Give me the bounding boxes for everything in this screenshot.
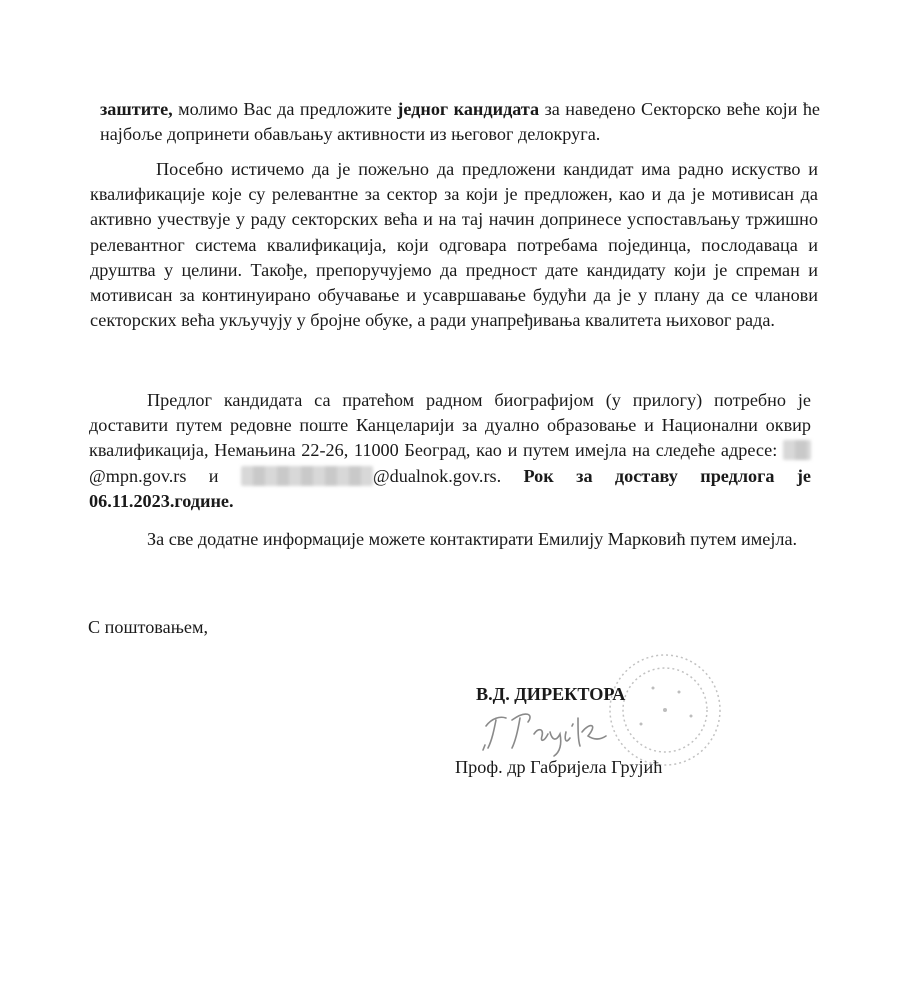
deadline-text: Рок за доставу предлога је 06.11.2023.године. (89, 465, 811, 511)
request-text-2: за наведено Секторско веће који ће најбоље допринети обављању активности из његовог делокруга. (100, 99, 820, 145)
signatory-title: В.Д. ДИРЕКТОРА (476, 684, 626, 704)
conjunction-text: и (186, 465, 241, 486)
closing-salutation: С поштовањем, (88, 617, 209, 637)
redacted-email-1 (783, 440, 811, 460)
paragraph-request (100, 97, 820, 147)
request-text-1: молимо Вас да предложите (172, 99, 398, 119)
paragraph-submission (89, 388, 811, 514)
paragraph-contact: За све додатне информације можете контактирати Емилију Марковић путем имејла. (147, 529, 798, 549)
submission-text: Предлог кандидата са пратећом радном биографијом (у прилогу) потребно је доставити путем редовне поште Канцеларији за дуално образовање и Национални оквир квалификација, Немањина 22-26, 11000 Београд, као и путем имејла на следеће адресе: (89, 390, 811, 461)
handwritten-signature (478, 698, 628, 758)
paragraph-emphasis: Посебно истичемо да је пожељно да предложени кандидат има радно искуство и квалификације које су релевантне за сектор за који је предложен, као и да је мотивисан да активно учествује у раду секторских већа и на тај начин допринесе успостављању тржишно релевантног система квалификација, који одговара потребама појединца, послодаваца и друштва у целини. Такође, препоручујемо да предност дате кандидату који је спреман и мотивисан за континуирано обучавање и усавршавање будући да је у плану да се чланови секторских већа укључују у бројне обуке, а ради унапређивања квалитета њиховог рада. (90, 159, 818, 331)
bold-word-protection: заштите, (100, 99, 173, 119)
signatory-name: Проф. др Габријела Грујић (455, 757, 663, 777)
email-domain-1: @mpn.gov.rs (89, 465, 187, 486)
redacted-email-2 (241, 466, 373, 486)
email-domain-2: @dualnok.gov.rs. (372, 465, 502, 486)
bold-one-candidate: једног кандидата (397, 99, 540, 119)
